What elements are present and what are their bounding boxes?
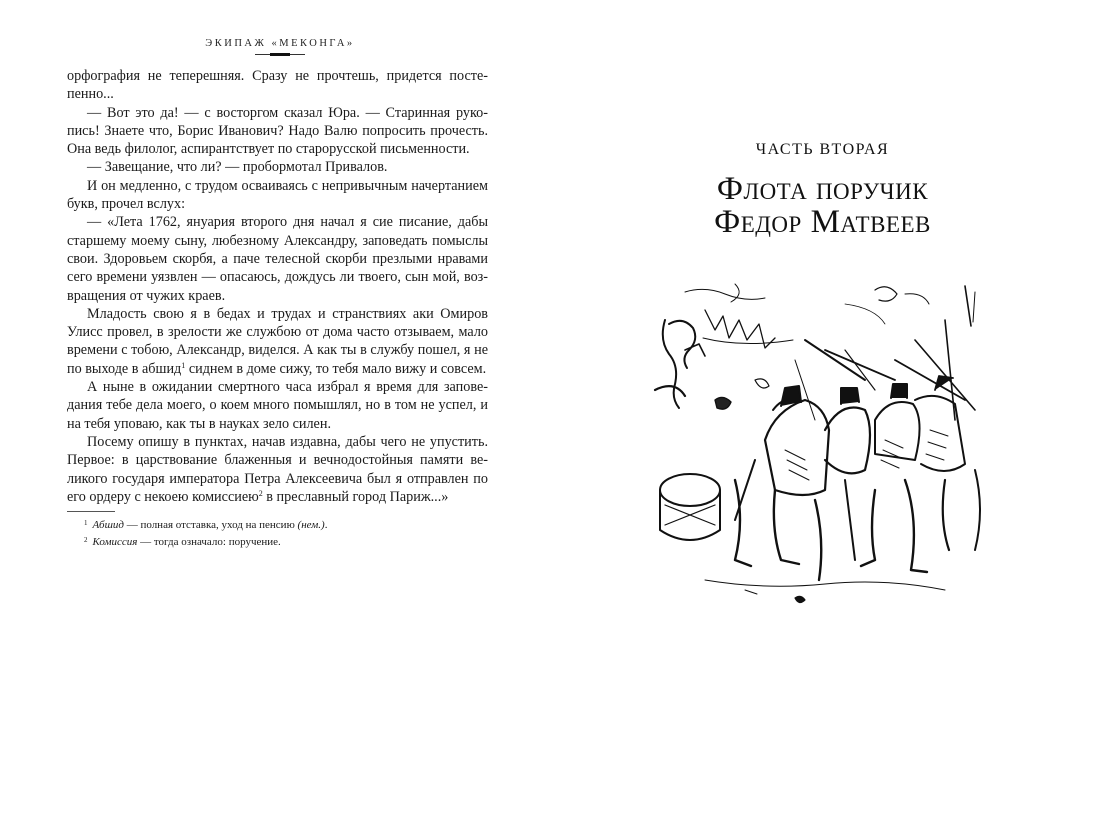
paragraph xyxy=(67,433,488,506)
footnote-number: 2 xyxy=(84,536,88,544)
chapter-title-line: Федор Матвеев xyxy=(714,204,931,240)
footnote-text: — тогда означало: поручение. xyxy=(140,536,281,548)
footnote-ref[interactable]: 1 xyxy=(181,360,186,370)
paragraph-text: в преславный город Париж...» xyxy=(266,488,449,505)
paragraph: орфография не теперешняя. Сразу не прочтешь, придется постепенно... xyxy=(67,68,488,103)
footnote-term: Комиссия xyxy=(92,536,138,548)
footnote-note: (нем.) xyxy=(297,519,325,531)
part-label: ЧАСТЬ ВТОРАЯ xyxy=(755,141,890,158)
footnote-text: — полная отставка, уход на пенсию xyxy=(126,519,295,531)
paragraph xyxy=(67,305,488,378)
footnote xyxy=(84,533,504,550)
chapter-title xyxy=(550,173,1095,239)
body-text xyxy=(67,67,488,506)
paragraph-text: Посему опишу в пунктах, начав издавна, дабы чего не упустить. Первое: в царствование блаженныя и вечнодостойныя памяти великого государя императора Петра Алексеевича был я отправлен по его ордеру с некоею комиссиею xyxy=(67,433,488,505)
running-head: ЭКИПАЖ «МЕКОНГА» xyxy=(205,38,355,49)
paragraph: — «Лета 1762, януария второго дня начал я сие писание, дабы старшему моему сыну, любезному Александру, заповедать помыслы свои. Здоровьем скорбя, а паче телесной скорби презлыми нравами сего времени уязвлен — опасаюсь, дождусь ли твоего, сын мой, возвращения от чужих краев. xyxy=(67,214,488,304)
paragraph-text: сиднем в доме сижу, то тебя мало вижу и совсем. xyxy=(188,360,487,377)
paragraph: — Вот это да! — с восторгом сказал Юра. — Старинная рукопись! Знаете что, Борис Иванович? Надо Валю попросить прочесть. Она ведь филолог, аспирантствует по старорусской письменности. xyxy=(67,104,488,158)
paragraph: И он медленно, с трудом осваиваясь с непривычным начертанием букв, прочел вслух: xyxy=(67,177,488,213)
paragraph: — Завещание, что ли? — пробормотал Привалов. xyxy=(87,159,388,176)
running-head-ornament xyxy=(255,54,305,55)
right-page xyxy=(550,0,1100,825)
footnote-number: 1 xyxy=(84,519,88,527)
footnote-end: . xyxy=(324,519,328,531)
chapter-title-line: Флота поручик xyxy=(716,171,929,207)
paragraph-text: Младость свою я в бедах и трудах и странствиях аки Омиров Улисс провел, в зрелости же службою от дома часто отзываем, мало времени с тобою, Александр, виделся. А как ты в службу пошел, я не по выходе в абшид xyxy=(67,305,488,377)
footnote-term: Абшид xyxy=(92,519,124,531)
paragraph: А ныне в ожидании смертного часа избрал я время для заповедания тебе дела моего, о коем много помышлял, но в том не успел, и на тебя уповаю, как ты в науках зело силен. xyxy=(67,379,488,432)
battle-scene-illustration xyxy=(645,280,1003,618)
footnote-divider xyxy=(67,511,115,512)
footnote-ref[interactable]: 2 xyxy=(258,488,263,498)
footnotes xyxy=(84,516,504,550)
footnote xyxy=(84,516,504,533)
